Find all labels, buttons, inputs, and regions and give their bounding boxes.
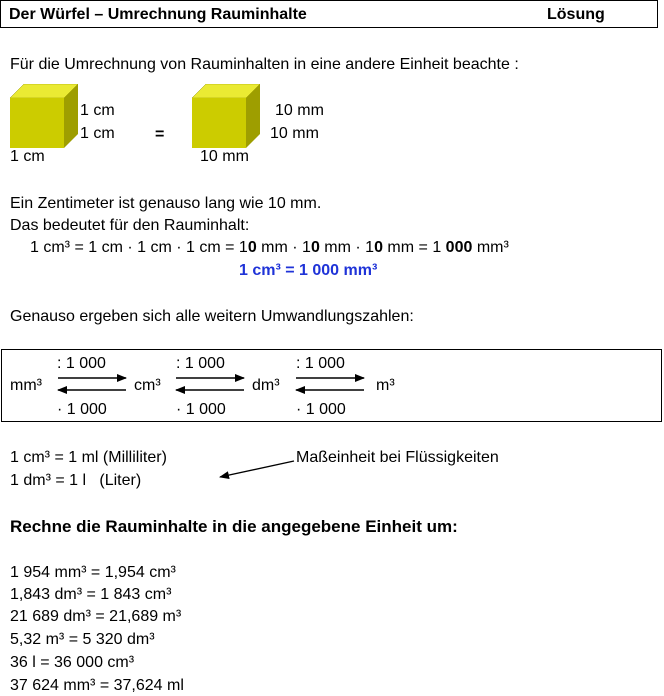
task-item: 37 624 mm³ = 37,624 ml <box>10 677 184 694</box>
formula-bold-part: 0 <box>247 239 257 256</box>
unit-dm3: dm³ <box>252 377 280 394</box>
divide-label-1: : 1 000 <box>57 355 106 372</box>
liquid-note: Maßeinheit bei Flüssigkeiten <box>296 449 499 466</box>
unit-mm3: mm³ <box>10 377 42 394</box>
equals-sign: = <box>155 126 165 143</box>
liquid-line-2: 1 dm³ = 1 l (Liter) <box>10 472 142 489</box>
general-text: Genauso ergeben sich alle weitern Umwandlungszahlen: <box>10 308 414 325</box>
task-item: 1 954 mm³ = 1,954 cm³ <box>10 564 176 581</box>
cube-left-label-1: 1 cm <box>80 102 115 119</box>
conversion-arrows <box>0 370 664 400</box>
cube-right-label-1: 10 mm <box>275 102 324 119</box>
formula-part: mm · 1 <box>256 239 311 256</box>
formula-part: mm · 1 <box>319 239 375 256</box>
divide-label-3: : 1 000 <box>296 355 345 372</box>
task-item: 21 689 dm³ = 21,689 m³ <box>10 608 182 625</box>
intro-text: Für die Umrechnung von Rauminhalten in eine andere Einheit beachte : <box>10 56 519 73</box>
formula-bold-part: 000 <box>445 239 473 256</box>
task-title: Rechne die Rauminhalte in die angegebene Einheit um: <box>10 517 458 536</box>
multiply-label-3: · 1 000 <box>296 401 346 418</box>
cube-right-label-bottom: 10 mm <box>200 148 249 165</box>
page-title: Der Würfel – Umrechnung Rauminhalte <box>9 6 307 23</box>
cube-right-graphic <box>192 84 260 148</box>
header-box <box>0 0 658 28</box>
multiply-label-2: · 1 000 <box>176 401 226 418</box>
pointer-arrow-icon <box>210 455 300 485</box>
cube-front-face <box>192 98 246 148</box>
multiply-label-1: · 1 000 <box>57 401 107 418</box>
explain-line-2: Das bedeutet für den Rauminhalt: <box>10 217 250 234</box>
formula-bold-part: 0 <box>374 239 383 256</box>
cube-left-graphic <box>10 84 78 148</box>
divide-label-2: : 1 000 <box>176 355 225 372</box>
formula-part: 1 cm³ = 1 cm · 1 cm · 1 cm = 1 <box>30 239 248 256</box>
formula-part: mm = 1 <box>382 239 446 256</box>
cube-left-label-2: 1 cm <box>80 125 115 142</box>
formula-bold-part: 0 <box>310 239 320 256</box>
solution-label: Lösung <box>547 6 605 23</box>
unit-m3: m³ <box>376 377 395 394</box>
unit-cm3: cm³ <box>134 377 161 394</box>
task-item: 1,843 dm³ = 1 843 cm³ <box>10 586 172 603</box>
cube-right-label-2: 10 mm <box>270 125 319 142</box>
task-item: 36 l = 36 000 cm³ <box>10 654 135 671</box>
formula-line <box>30 240 509 256</box>
result-highlight: 1 cm³ = 1 000 mm³ <box>239 262 378 279</box>
liquid-line-1: 1 cm³ = 1 ml (Milliliter) <box>10 449 167 466</box>
cube-front-face <box>10 98 64 148</box>
explain-line-1: Ein Zentimeter ist genauso lang wie 10 mm. <box>10 195 322 212</box>
formula-part: mm³ <box>472 239 509 256</box>
task-item: 5,32 m³ = 5 320 dm³ <box>10 631 155 648</box>
cube-left-label-bottom: 1 cm <box>10 148 45 165</box>
